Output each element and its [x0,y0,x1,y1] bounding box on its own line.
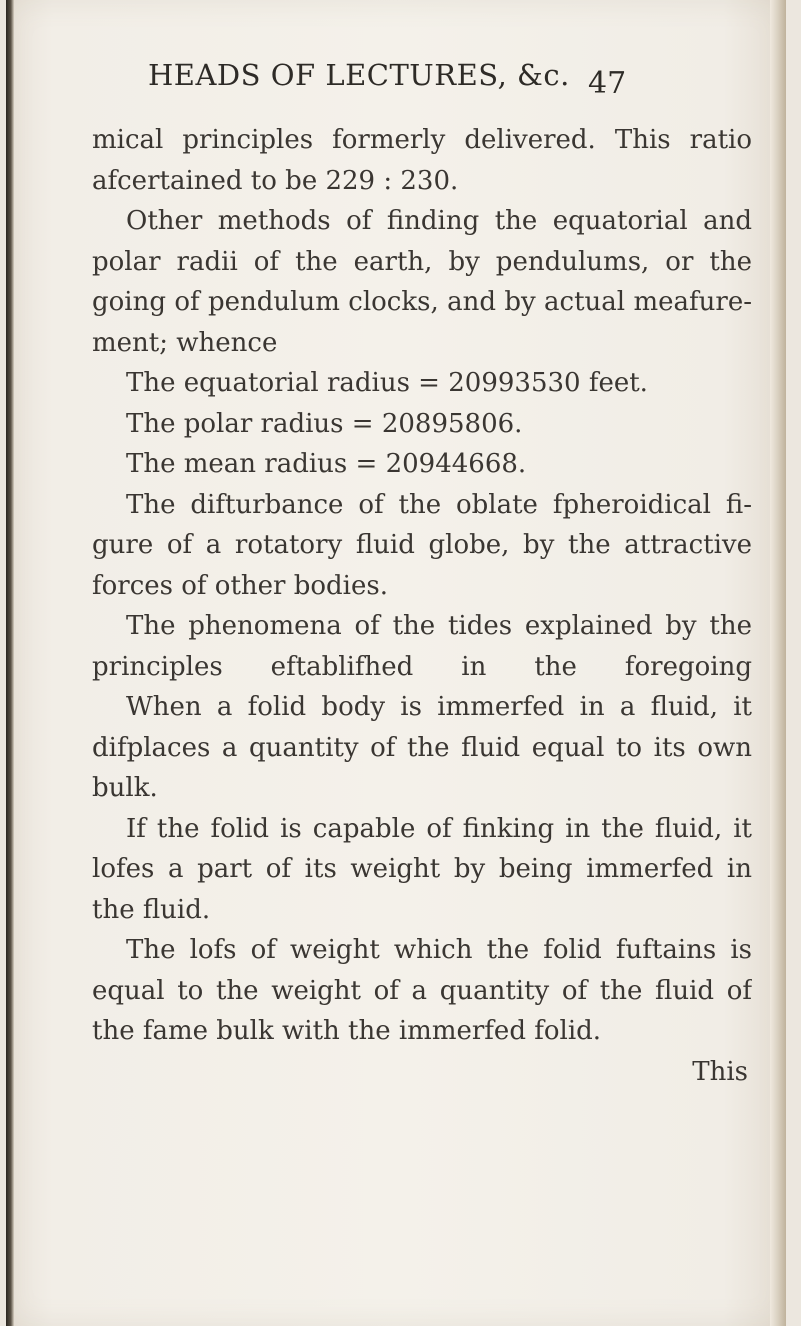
text-line: forces of other bodies. [92,570,388,601]
text-line: polar radii of the earth, by pendulums, or the [92,246,752,277]
text-line: The phenomena of the tides explained by the [126,611,752,641]
text-line: going of pendulum clocks, and by actual meafure- [92,287,752,317]
body-text [92,120,752,1092]
text-line: mical principles formerly delivered. This ratio [92,125,752,155]
text-line: bulk. [92,773,158,803]
page-edge [770,0,786,1326]
text-line: lofes a part of its weight by being immerfed in [92,854,752,884]
text-line: difplaces a quantity of the fluid equal to its own [92,732,752,763]
binding-shadow [6,0,14,1326]
text-line: The equatorial radius = 20993530 feet. [126,368,648,398]
text-line: equal to the weight of a quantity of the fluid of [92,975,752,1006]
text-line: Other methods of finding the equatorial and [126,206,752,236]
text-line: the fluid. [92,894,211,925]
page-number: 47 [588,66,627,101]
running-head: HEADS OF LECTURES, &c. [148,58,570,92]
catchword: This [692,1056,748,1087]
page-header [148,58,748,106]
text-line: afcertained to be 229 : 230. [92,165,459,196]
text-line: the fame bulk with the immerfed folid. [92,1016,602,1046]
book-page [6,0,786,1326]
text-line: The lofs of weight which the folid fuftains is [126,935,752,965]
text-line: gure of a rotatory fluid globe, by the attractive [92,530,752,560]
text-line: ment; whence [92,327,278,358]
text-line: When a folid body is immerfed in a fluid, it [126,692,752,722]
text-line: The mean radius = 20944668. [126,449,527,479]
text-line: The difturbance of the oblate fpheroidical fi- [126,489,752,520]
text-line: principles eftablifhed in the foregoing [92,651,752,682]
text-line: If the folid is capable of finking in the fluid, it [126,813,752,844]
text-line: The polar radius = 20895806. [126,408,523,439]
